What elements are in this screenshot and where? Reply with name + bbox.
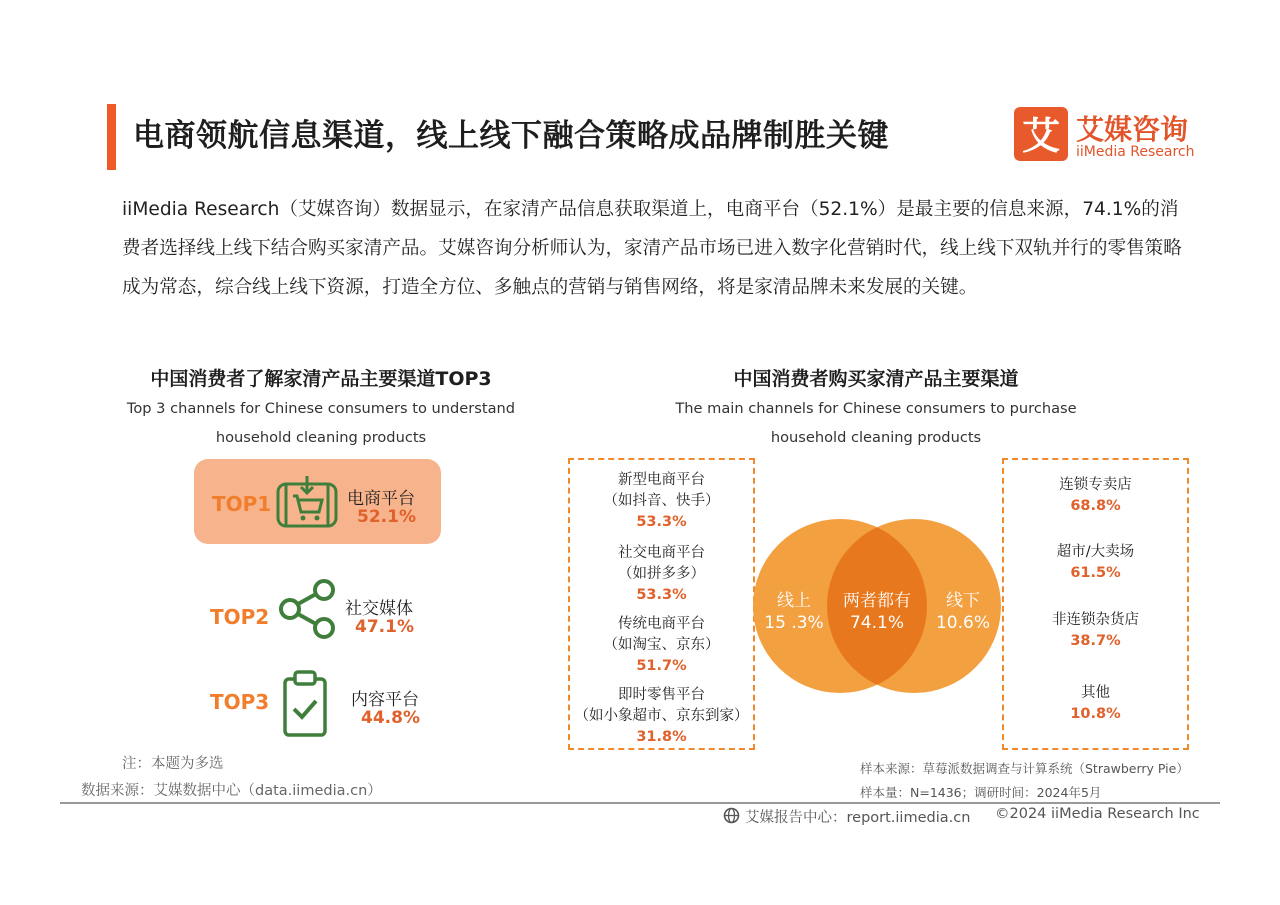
logo-mark-icon (1014, 107, 1068, 161)
footer-divider (60, 802, 1220, 804)
sample-source: 样本来源：草莓派数据调查与计算系统（Strawberry Pie） (860, 761, 1189, 776)
online-channel-item (570, 543, 753, 606)
shopping-cart-icon (274, 474, 340, 530)
venn-offline-value: 10.6% (935, 613, 991, 633)
online-channel-value: 53.3% (636, 587, 687, 603)
data-source: 数据来源：艾媒数据中心（data.iimedia.cn） (81, 783, 382, 799)
online-channels-box (568, 458, 755, 750)
venn-offline-label: 线下 (946, 591, 980, 611)
sample-size: 样本量：N=1436；调研时间：2024年5月 (860, 785, 1102, 800)
top2-channel-name: 社交媒体 (345, 599, 413, 619)
share-icon (278, 577, 338, 641)
venn-both-label: 两者都有 (843, 591, 911, 611)
online-channel-example: （如抖音、快手） (603, 493, 720, 509)
online-channel-name: 传统电商平台 (618, 616, 705, 632)
venn-online-label: 线上 (777, 591, 811, 611)
venn-both-value: 74.1% (849, 613, 905, 633)
online-channel-example: （如淘宝、京东） (603, 637, 720, 653)
offline-channel-name: 其他 (1081, 685, 1110, 701)
online-channel-name: 即时零售平台 (618, 687, 705, 703)
online-channel-value: 53.3% (636, 514, 687, 530)
online-channel-example: （如拼多多） (618, 566, 705, 582)
top3-rank-label: TOP3 (210, 690, 270, 714)
note-multiple-choice: 注：本题为多选 (122, 756, 224, 772)
online-channel-example: （如小象超市、京东到家） (574, 708, 749, 724)
top3-channel-value: 44.8% (361, 708, 420, 728)
title-accent-bar (107, 104, 116, 170)
top1-channel-value: 52.1% (357, 507, 416, 527)
right-chart-subtitle-2: household cleaning products (770, 429, 982, 446)
footer-copyright: ©2024 iiMedia Research Inc (995, 806, 1200, 822)
top3-channel-name: 内容平台 (351, 690, 419, 710)
online-channel-value: 51.7% (636, 658, 687, 674)
online-channel-item (570, 470, 753, 533)
offline-channel-name: 超市/大卖场 (1056, 544, 1135, 560)
logo-mark (1014, 107, 1068, 161)
offline-channel-value: 68.8% (1070, 498, 1121, 514)
intro-paragraph: iiMedia Research（艾媒咨询）数据显示，在家清产品信息获取渠道上，电商平台（52.1%）是最主要的信息来源，74.1%的消费者选择线上线下结合购买家清产品。艾媒咨询分析师认为，家清产品市场已进入数字化营销时代，线上线下双轨并行的零售策略成为常态，综合线上线下资源，打造全方位、多触点的营销与销售网络，将是家清品牌未来发展的关键。 (122, 199, 1182, 298)
offline-channels-box (1002, 458, 1189, 750)
top2-channel-value: 47.1% (355, 617, 414, 637)
right-chart-title: 中国消费者购买家清产品主要渠道 (733, 368, 1019, 390)
footer-report-center: 艾媒报告中心：report.iimedia.cn (745, 810, 971, 826)
left-chart-title: 中国消费者了解家清产品主要渠道TOP3 (150, 368, 492, 390)
logo-en: iiMedia Research (1076, 144, 1195, 160)
offline-channel-item (1004, 683, 1187, 725)
offline-channel-name: 非连锁杂货店 (1052, 612, 1139, 628)
top1-channel-name: 电商平台 (347, 489, 415, 509)
left-chart-subtitle-1: Top 3 channels for Chinese consumers to understand (126, 400, 516, 417)
offline-channel-name: 连锁专卖店 (1059, 477, 1132, 493)
online-channel-item (570, 685, 753, 748)
left-chart-subtitle-2: household cleaning products (215, 429, 427, 446)
online-channel-name: 社交电商平台 (618, 545, 705, 561)
top2-rank-label: TOP2 (210, 605, 270, 629)
page-title: 电商领航信息渠道，线上线下融合策略成品牌制胜关键 (133, 118, 889, 154)
offline-channel-item (1004, 475, 1187, 517)
online-channel-item (570, 614, 753, 677)
logo-mark-glyph: 艾 (1021, 114, 1061, 158)
iimedia-logo (1014, 107, 1204, 165)
venn-online-value: 15 .3% (764, 613, 824, 633)
globe-icon (723, 807, 740, 824)
top1-rank-label: TOP1 (212, 492, 272, 516)
offline-channel-value: 61.5% (1070, 565, 1121, 581)
venn-diagram (752, 518, 1002, 694)
offline-channel-item (1004, 542, 1187, 584)
logo-cn: 艾媒咨询 (1076, 113, 1189, 146)
online-channel-name: 新型电商平台 (618, 472, 705, 488)
right-chart-subtitle-1: The main channels for Chinese consumers to purchase (675, 400, 1077, 417)
online-channel-value: 31.8% (636, 729, 687, 745)
offline-channel-item (1004, 610, 1187, 652)
offline-channel-value: 10.8% (1070, 706, 1121, 722)
offline-channel-value: 38.7% (1070, 633, 1121, 649)
clipboard-check-icon (282, 669, 328, 739)
